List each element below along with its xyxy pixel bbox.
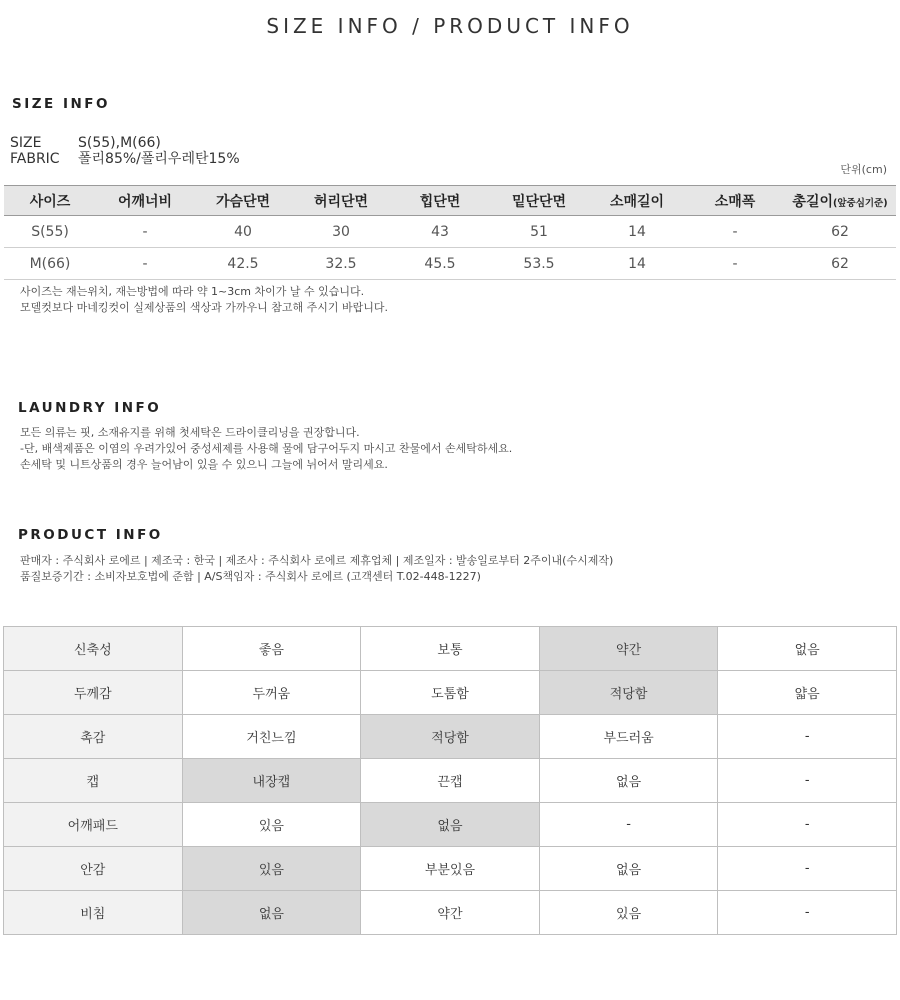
attribute-label: 비침 (4, 891, 183, 935)
attribute-row (4, 715, 897, 759)
table-cell: 62 (784, 248, 896, 280)
attribute-label: 캡 (4, 759, 183, 803)
header-cell: 소매길이 (588, 186, 686, 216)
attribute-option: - (718, 759, 897, 803)
attribute-option: 없음 (718, 627, 897, 671)
laundry-info-heading: LAUNDRY INFO (18, 400, 162, 416)
attribute-option: 없음 (539, 759, 718, 803)
attribute-option: 부분있음 (361, 847, 540, 891)
attribute-option: 거친느낌 (182, 715, 361, 759)
attribute-label: 신축성 (4, 627, 183, 671)
attribute-option: 약간 (361, 891, 540, 935)
header-cell: 사이즈 (4, 186, 96, 216)
attribute-option: 없음 (539, 847, 718, 891)
size-info-heading: SIZE INFO (12, 96, 110, 112)
attribute-label: 두께감 (4, 671, 183, 715)
attribute-option: 두꺼움 (182, 671, 361, 715)
size-label: SIZE (10, 135, 42, 151)
note-line: -단, 배색제품은 이염의 우려가있어 중성세제를 사용해 물에 담구어두지 마시고 찬물에서 손세탁하세요. (20, 442, 513, 455)
header-cell: 소매폭 (686, 186, 784, 216)
attribute-option: 적당함 (361, 715, 540, 759)
table-cell: - (686, 216, 784, 248)
table-cell: 14 (588, 216, 686, 248)
attribute-label: 어깨패드 (4, 803, 183, 847)
attribute-option: 있음 (182, 803, 361, 847)
header-cell: 힙단면 (390, 186, 490, 216)
attribute-option: 약간 (539, 627, 718, 671)
attribute-option: - (718, 847, 897, 891)
header-cell: 가슴단면 (194, 186, 292, 216)
table-row (4, 216, 896, 248)
table-cell: 42.5 (194, 248, 292, 280)
table-cell: 45.5 (390, 248, 490, 280)
fabric-row (10, 151, 240, 167)
attribute-option: 좋음 (182, 627, 361, 671)
table-cell: 32.5 (292, 248, 390, 280)
product-info-heading: PRODUCT INFO (18, 527, 163, 543)
attribute-option: - (539, 803, 718, 847)
attribute-option: 얇음 (718, 671, 897, 715)
table-cell: - (96, 248, 194, 280)
table-cell: - (686, 248, 784, 280)
size-row (10, 135, 161, 151)
note-line: 사이즈는 재는위치, 재는방법에 따라 약 1~3cm 차이가 날 수 있습니다. (20, 285, 365, 298)
attribute-option: 내장캡 (182, 759, 361, 803)
attribute-option: 없음 (361, 803, 540, 847)
table-cell: S(55) (4, 216, 96, 248)
header-cell: 밑단단면 (490, 186, 588, 216)
attribute-option: 끈캡 (361, 759, 540, 803)
attribute-row (4, 803, 897, 847)
product-attribute-table (3, 626, 897, 935)
attribute-row (4, 759, 897, 803)
note-line: 모델컷보다 마네킹컷이 실제상품의 색상과 가까우니 참고해 주시기 바랍니다. (20, 301, 389, 314)
attribute-label: 촉감 (4, 715, 183, 759)
table-cell: 43 (390, 216, 490, 248)
attribute-row (4, 891, 897, 935)
attribute-option: 있음 (182, 847, 361, 891)
table-cell: 53.5 (490, 248, 588, 280)
total-length-suffix: (앞중심기준) (833, 197, 888, 209)
attribute-row (4, 627, 897, 671)
note-line: 품질보증기간 : 소비자보호법에 준함 | A/S책임자 : 주식회사 로에르 (고객센터 T.02-448-1227) (20, 570, 481, 583)
header-cell (784, 186, 896, 216)
laundry-notes (20, 425, 512, 473)
note-line: 손세탁 및 니트상품의 경우 늘어남이 있을 수 있으니 그늘에 뉘어서 말리세요. (20, 458, 388, 471)
table-cell: 62 (784, 216, 896, 248)
attribute-option: 적당함 (539, 671, 718, 715)
size-notes (20, 284, 388, 316)
total-length-label: 총길이 (792, 193, 833, 210)
attribute-row (4, 847, 897, 891)
table-cell: 30 (292, 216, 390, 248)
attribute-option: 도톰함 (361, 671, 540, 715)
attribute-option: - (718, 891, 897, 935)
size-table-header (4, 186, 896, 216)
table-cell: M(66) (4, 248, 96, 280)
page-title: SIZE INFO / PRODUCT INFO (266, 14, 634, 38)
fabric-value: 폴리85%/폴리우레탄15% (78, 151, 240, 167)
unit-label: 단위(cm) (840, 163, 887, 176)
attribute-option: 있음 (539, 891, 718, 935)
attribute-option: 없음 (182, 891, 361, 935)
attribute-option: - (718, 715, 897, 759)
table-cell: 14 (588, 248, 686, 280)
note-line: 판매자 : 주식회사 로에르 | 제조국 : 한국 | 제조사 : 주식회사 로에르 제휴업체 | 제조일자 : 발송일로부터 2주이내(수시제작) (20, 554, 614, 567)
attribute-option: - (718, 803, 897, 847)
header-cell: 허리단면 (292, 186, 390, 216)
attribute-option: 부드러움 (539, 715, 718, 759)
attribute-label: 안감 (4, 847, 183, 891)
size-value: S(55),M(66) (78, 135, 161, 151)
size-table (4, 185, 896, 280)
table-row (4, 248, 896, 280)
table-cell: 40 (194, 216, 292, 248)
header-cell: 어깨너비 (96, 186, 194, 216)
table-cell: - (96, 216, 194, 248)
note-line: 모든 의류는 핏, 소재유지를 위해 첫세탁은 드라이클리닝을 권장합니다. (20, 426, 360, 439)
attribute-option: 보통 (361, 627, 540, 671)
product-notes (20, 553, 613, 585)
table-cell: 51 (490, 216, 588, 248)
attribute-row (4, 671, 897, 715)
fabric-label: FABRIC (10, 151, 60, 167)
